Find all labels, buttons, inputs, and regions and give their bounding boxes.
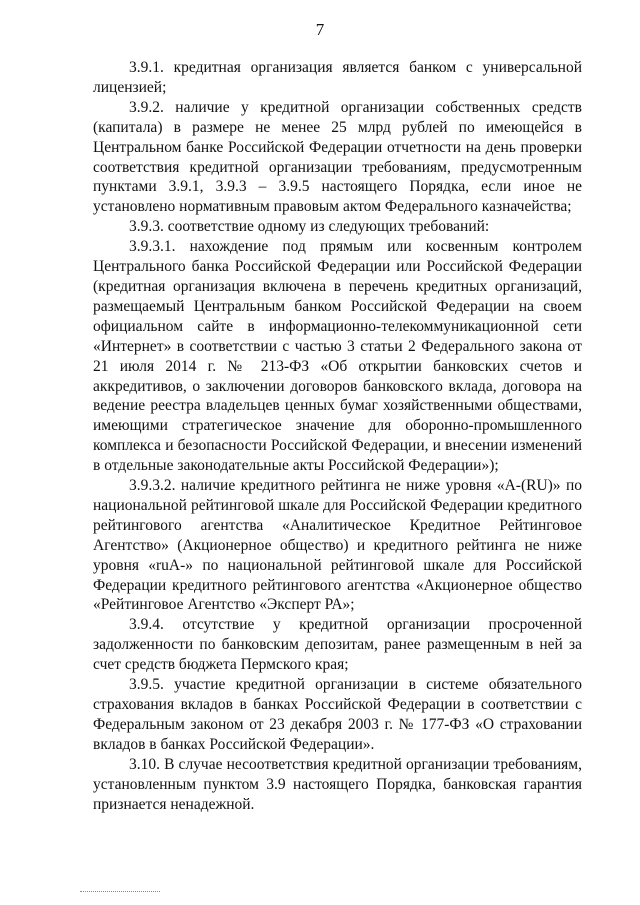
page-number: 7 bbox=[315, 20, 325, 39]
paragraph-3-9-1: 3.9.1. кредитная организация является банком с универсальной лицензией; bbox=[93, 59, 582, 96]
paragraph-3-10: 3.10. В случае несоответствия кредитной организации требованиям, установленным пунктом 3.9 настоящего Порядка, банковская гарантия признается ненадежной. bbox=[93, 755, 582, 813]
scan-artifact-line bbox=[80, 891, 160, 893]
paragraph-3-9-4: 3.9.4. отсутствие у кредитной организации просроченной задолженности по банковским депозитам, ранее размещенным в ней за счет средств бюджета Пермского края; bbox=[93, 616, 582, 674]
paragraph-3-9-5: 3.9.5. участие кредитной организации в системе обязательного страхования вкладов в банках Российской Федерации в соответствии с Федеральным законом от 23 декабря 2003 г. № 177-ФЗ «О страховании вкладов в банках Российской Федерации». bbox=[93, 676, 582, 753]
paragraph-3-9-3-2: 3.9.3.2. наличие кредитного рейтинга не ниже уровня «A-(RU)» по национальной рейтинговой шкале для Российской Федерации кредитного рейтингового агентства «Аналитическое Кредитное Рейтинговое Агентство» (Акционерное общество) и кредитного рейтинга не ниже уровня «ruA-» по национальной рейтинговой шкале для Российской Федерации кредитного рейтингового агентства «Акционерное общество «Рейтинговое Агентство «Эксперт РА»; bbox=[93, 477, 582, 614]
paragraph-3-9-2: 3.9.2. наличие у кредитной организации собственных средств (капитала) в размере не менее 25 млрд рублей по имеющейся в Центральном банке Российской Федерации отчетности на день проверки соответствия кредитной организации требованиям, предусмотренным пунктами 3.9.1, 3.9.3 – 3.9.5 настоящего Порядка, если иное не установлено нормативным правовым актом Федерального казначейства; bbox=[93, 98, 582, 216]
document-body bbox=[93, 58, 582, 814]
paragraph-3-9-3-1: 3.9.3.1. нахождение под прямым или косвенным контролем Центрального банка Российской Федерации или Российской Федерации (кредитная организация включена в перечень кредитных организаций, размещаемый Центральным банком Российской Федерации на своем официальном сайте в информационно-телекоммуникационной сети «Интернет» в соответствии с частью 3 статьи 2 Федерального закона от 21 июля 2014 г. № 213-ФЗ «Об открытии банковских счетов и аккредитивов, о заключении договоров банковского вклада, договора на ведение реестра владельцев ценных бумаг хозяйственными обществами, имеющими стратегическое значение для оборонно-промышленного комплекса и безопасности Российской Федерации, и внесении изменений в отдельные законодательные акты Российской Федерации»); bbox=[93, 238, 582, 475]
paragraph-3-9-3: 3.9.3. соответствие одному из следующих требований: bbox=[129, 218, 490, 236]
